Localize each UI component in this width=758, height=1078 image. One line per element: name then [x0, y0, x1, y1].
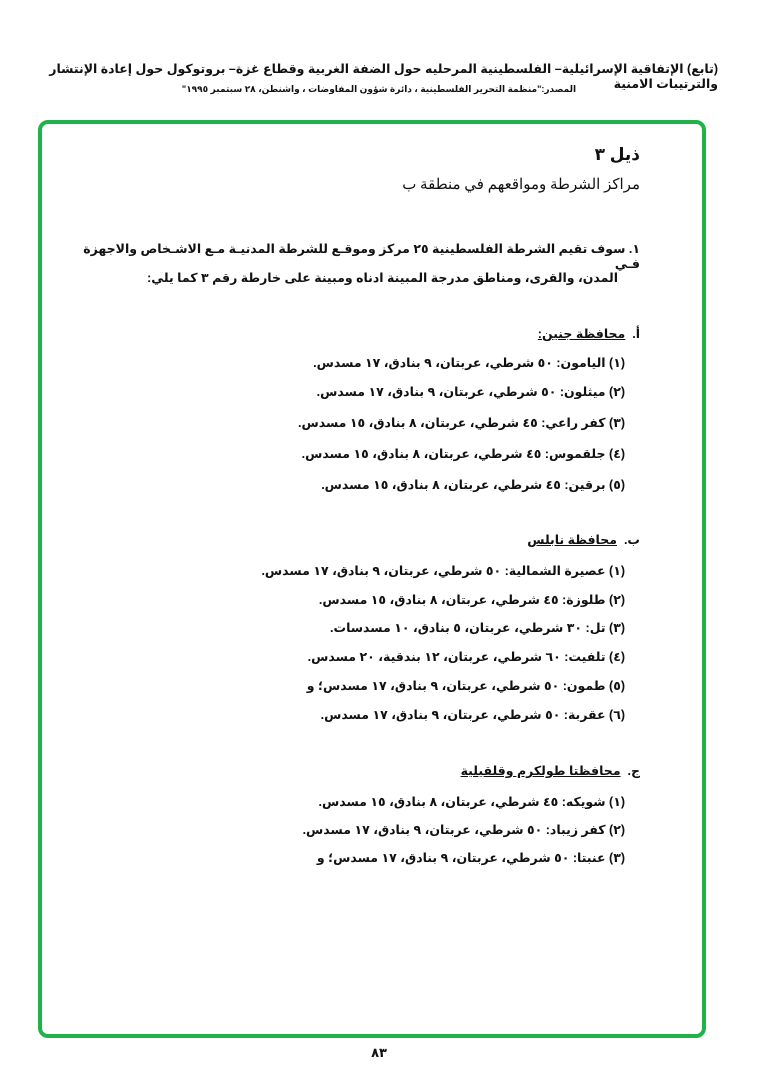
- section-letter: ب.: [623, 533, 640, 547]
- section-name: محافظتا طولكرم وقلقيلية: [460, 764, 621, 778]
- list-item: (٣) تل: ٣٠ شرطي، عربتان، ٥ بنادق، ١٠ مسدسات.: [330, 621, 625, 635]
- document-header-title: (تابع) الإتفاقية الإسرائيلية– الفلسطينية المرحليه حول الضفة الغربية وقطاع غزة– بروتوكول حول إعادة الإنتشار والترتيبات الامنية: [49, 62, 718, 91]
- paragraph-line-1: ١. سوف تقيم الشرطة الفلسطينية ٢٥ مركز وموقـع للشرطة المدنيـة مـع الاشـخاص والاجهزة فـي: [83, 242, 640, 271]
- list-item: (٣) عنبتا: ٥٠ شرطي، عربتان، ٩ بنادق، ١٧ مسدس؛ و: [316, 851, 625, 865]
- list-item: (٤) جلقموس: ٤٥ شرطي، عربتان، ٨ بنادق، ١٥ مسدس.: [301, 447, 625, 461]
- section-letter: ج.: [627, 764, 640, 778]
- section-heading-nablus: [60, 532, 640, 547]
- list-item: (١) اليامون: ٥٠ شرطي، عربتان، ٩ بنادق، ١٧ مسدس.: [313, 356, 625, 370]
- annex-subtitle: مراكز الشرطة ومواقعهم في منطقة ب: [402, 177, 640, 193]
- list-item: (١) شويكه: ٤٥ شرطي، عربتان، ٨ بنادق، ١٥ مسدس.: [318, 795, 625, 809]
- document-source: المصدر:"منظمة التحرير الفلسطينية ، دائرة شؤون المفاوضات ، واشنطن، ٢٨ سبتمبر ١٩٩٥": [181, 84, 577, 94]
- section-name: محافظة جنين:: [537, 327, 626, 341]
- list-item: (١) عصيرة الشمالية: ٥٠ شرطي، عربتان، ٩ بنادق، ١٧ مسدس.: [261, 564, 625, 578]
- list-item: (٥) طمون: ٥٠ شرطي، عربتان، ٩ بنادق، ١٧ مسدس؛ و: [306, 679, 625, 693]
- section-heading-tulkarm-qalqilya: [60, 763, 640, 778]
- page-number: ٨٣: [371, 1045, 387, 1060]
- annex-title: ذيل ٣: [594, 145, 640, 164]
- section-name: محافظة نابلس: [527, 533, 617, 547]
- list-item: (٢) طلوزة: ٤٥ شرطي، عربتان، ٨ بنادق، ١٥ مسدس.: [318, 593, 625, 607]
- list-item: (٤) تلفيت: ٦٠ شرطي، عربتان، ١٢ بندقية، ٢٠ مسدس.: [307, 650, 625, 664]
- list-item: (٣) كفر راعي: ٤٥ شرطي، عربتان، ٨ بنادق، ١٥ مسدس.: [298, 416, 625, 430]
- paragraph-line-2: المدن، والقرى، ومناطق مدرجة المبينة ادناه ومبينة على خارطة رقم ٣ كما يلي:: [147, 271, 618, 285]
- list-item: (٥) برقين: ٤٥ شرطي، عربتان، ٨ بنادق، ١٥ مسدس.: [321, 478, 625, 492]
- section-heading-jenin: [60, 326, 640, 341]
- section-letter: أ.: [632, 327, 640, 341]
- list-item: (٢) كفر زيباد: ٥٠ شرطي، عربتان، ٩ بنادق، ١٧ مسدس.: [302, 823, 625, 837]
- list-item: (٢) ميثلون: ٥٠ شرطي، عربتان، ٩ بنادق، ١٧ مسدس.: [316, 385, 625, 399]
- list-item: (٦) عقربة: ٥٠ شرطي، عربتان، ٩ بنادق، ١٧ مسدس.: [320, 708, 625, 722]
